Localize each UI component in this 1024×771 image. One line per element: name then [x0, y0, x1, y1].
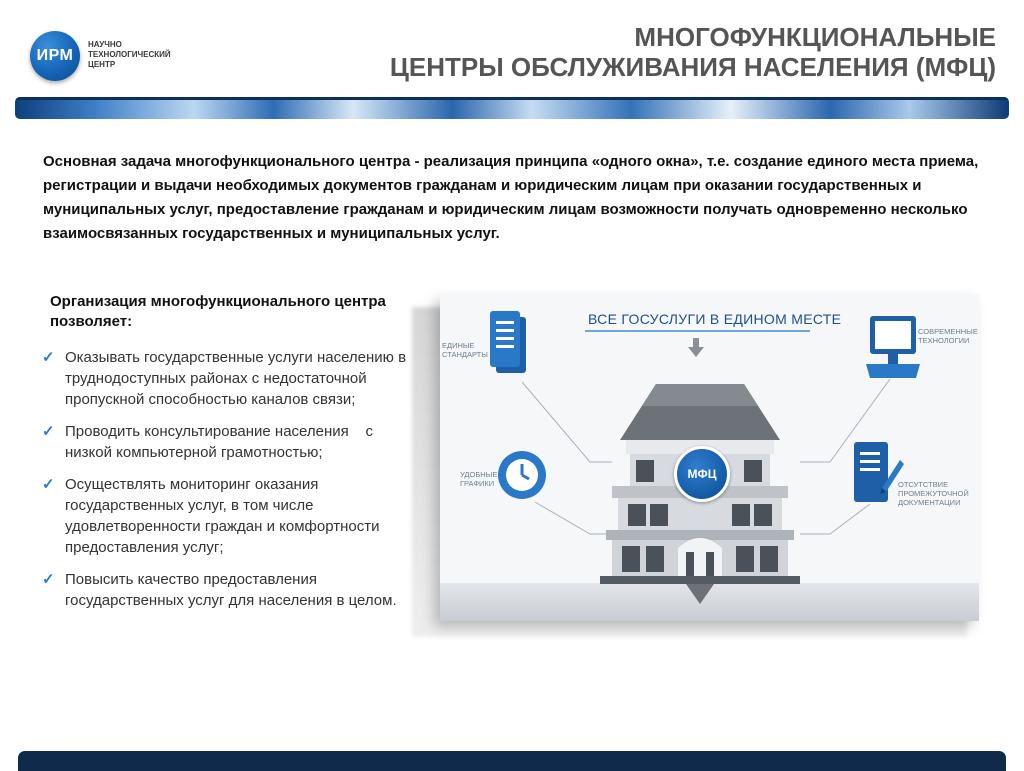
label-modern-technology	[918, 327, 978, 345]
computer-icon	[866, 314, 920, 387]
label-line: ТЕХНОЛОГИИ	[918, 336, 970, 345]
title-line-2: ЦЕНТРЫ ОБСЛУЖИВАНИЯ НАСЕЛЕНИЯ (МФЦ)	[389, 52, 996, 82]
label-no-intermediate-docs	[898, 480, 969, 507]
label-line: ОТСУТСТВИЕ	[898, 480, 949, 489]
intro-paragraph: Основная задача многофункционального центра - реализация принципа «одного окна», т.е. создание единого места приема, регистрации и выдачи необходимых документов гражданам и юридическим лицам при оказании государственных и муниципальных услуг, предоставление гражданам и юридическим лицам возможности получать одновременно несколько взаимосвязанных государственных и муниципальных услуг.	[43, 153, 979, 242]
label-line: УДОБНЫЕ	[460, 470, 498, 479]
logo-line: ЦЕНТР	[88, 60, 116, 69]
label-unified-standards	[442, 341, 488, 359]
document-stack-icon	[490, 311, 532, 384]
benefits-list	[40, 347, 420, 622]
mfc-badge-label: МФЦ	[687, 467, 717, 481]
checkmark-icon: ✓	[42, 423, 55, 440]
logo-line: НАУЧНО	[88, 40, 122, 49]
list-item	[40, 474, 420, 558]
list-item	[40, 347, 420, 410]
checkmark-icon: ✓	[42, 476, 55, 493]
company-logo	[30, 31, 230, 81]
list-item-text: Проводить консультирование населения с низкой компьютерной грамотностью;	[65, 423, 378, 461]
down-arrow-icon	[688, 338, 704, 358]
label-line: ЕДИНЫЕ	[442, 341, 475, 350]
mfc-badge	[674, 446, 730, 502]
slide-title	[390, 22, 996, 82]
logo-abbr: ИРМ	[36, 47, 74, 64]
title-line-1: МНОГОФУНКЦИОНАЛЬНЫЕ	[634, 22, 996, 52]
label-line: СТАНДАРТЫ	[442, 350, 488, 359]
list-item	[40, 569, 420, 611]
checkmark-icon: ✓	[42, 571, 55, 588]
label-line: ДОКУМЕНТАЦИИ	[898, 498, 961, 507]
label-line: СОВРЕМЕННЫЕ	[918, 327, 978, 336]
list-heading: Организация многофункционального центра позволяет:	[50, 293, 386, 330]
list-item-text: Повысить качество предоставления государственных услуг для населения в целом.	[65, 571, 397, 609]
illustration-heading: ВСЕ ГОСУСЛУГИ В ЕДИНОМ МЕСТЕ	[588, 311, 842, 327]
mfc-illustration	[440, 294, 979, 621]
clock-icon	[496, 449, 548, 506]
label-line: ГРАФИКИ	[460, 479, 495, 488]
list-item-text: Оказывать государственные услуги населению в труднодоступных районах с недостаточной пропускной способностью каналов связи;	[65, 349, 407, 408]
signed-document-icon	[852, 440, 904, 513]
checkmark-icon: ✓	[42, 349, 55, 366]
list-item	[40, 421, 420, 463]
label-line: ПРОМЕЖУТОЧНОЙ	[898, 489, 969, 498]
logo-line: ТЕХНОЛОГИЧЕСКИЙ	[88, 50, 171, 59]
label-convenient-schedules	[460, 470, 497, 488]
list-item-text: Осуществлять мониторинг оказания государственных услуг, в том числе удовлетворенности граждан и комфортности предоставления услуг;	[65, 476, 380, 556]
logo-emblem	[30, 31, 80, 81]
header-banner	[15, 97, 1009, 119]
logo-caption	[88, 40, 228, 70]
footer-bar	[18, 751, 1006, 771]
